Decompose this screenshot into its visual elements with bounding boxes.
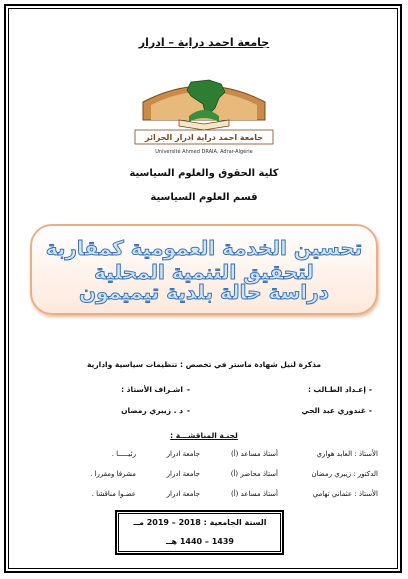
- student-label: إعـداد الطـالب :: [307, 385, 366, 394]
- jury-member-rank: أستاذ مساعد (أ): [230, 450, 278, 458]
- hijri-year: 1439 – 1440 هــ: [166, 537, 234, 546]
- academic-year: السنة الجامعية : 2018 – 2019 مــ: [133, 518, 267, 527]
- jury-member-name: الدكتور : زيبري رمضان: [311, 470, 378, 478]
- supervisor-bullet: -: [186, 385, 190, 394]
- jury-member-university: جامعة ادرار: [166, 490, 200, 498]
- jury-member-role: عضـوا مناقشا .: [91, 490, 136, 498]
- jury-member-role: مشرفا ومقررا .: [90, 470, 136, 478]
- jury-member-university: جامعة ادرار: [166, 470, 200, 478]
- jury-member-rank: أستاذ مساعد (أ): [230, 490, 278, 498]
- university-name: جامعة احمد دراية – ادرار: [138, 36, 270, 49]
- thesis-title-line2: دراسة حالة بلدية تيميمون: [78, 280, 329, 304]
- supervisor-name: د . زيبري رمضان: [121, 406, 183, 415]
- student-name: غندوري عبد الحي: [301, 406, 366, 415]
- jury-member-role: رئيـــــا .: [111, 450, 136, 458]
- jury-title: لجنـة المناقشـــة :: [170, 431, 238, 440]
- supervisor-name-bullet: -: [186, 406, 190, 415]
- department-name: قسم العلوم السياسية: [150, 192, 258, 203]
- memo-text: مذكرة لنيل شهادة ماستر في تخصص : تنظيمات سياسية وادارية: [86, 360, 322, 369]
- jury-member-name: الأستاذ : العابد هواري: [316, 450, 378, 458]
- jury-member-name: الأستاذ : عثماني تهامي: [312, 490, 378, 498]
- student-bullet: -: [368, 385, 372, 394]
- thesis-title-line1: تحسين الخدمة العمومية كمقاربة لتحقيق التنمية المحلية: [45, 236, 363, 284]
- logo-latin-text: Université Ahmed DRAIA, Adrar-Algérie: [155, 149, 253, 155]
- student-name-bullet: -: [368, 406, 372, 415]
- faculty-name: كلية الحقوق والعلوم السياسية: [129, 168, 279, 179]
- logo-arabic-text: جامعة احمد دراية ادرار الجزائر: [144, 133, 264, 142]
- jury-member-rank: أستاذ محاضر (أ): [230, 470, 278, 478]
- jury-member-university: جامعة ادرار: [166, 450, 200, 458]
- university-logo: [129, 64, 279, 158]
- supervisor-label: اشـراف الأستاذ :: [121, 385, 183, 394]
